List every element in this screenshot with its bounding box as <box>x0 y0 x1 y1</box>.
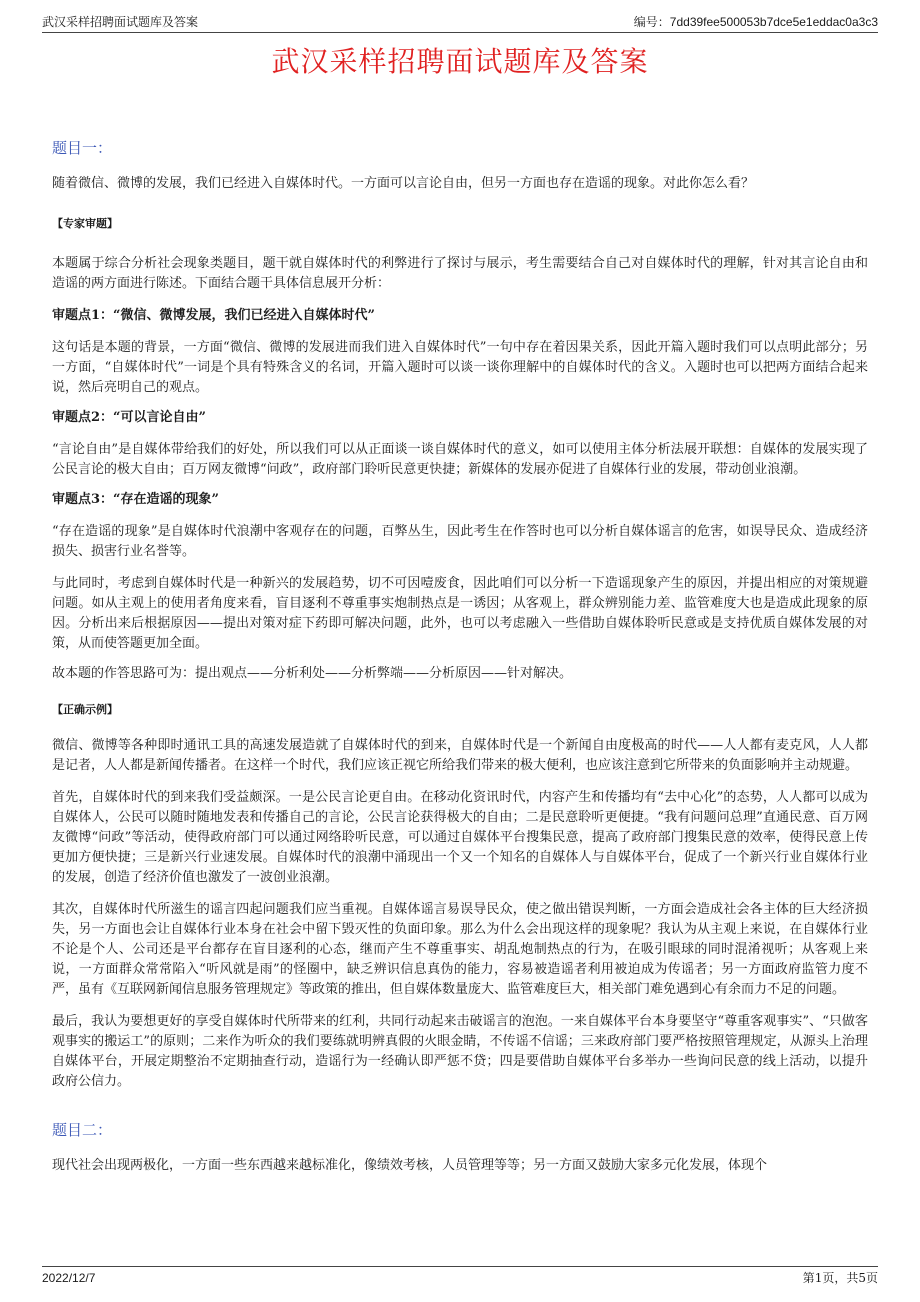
page-header <box>42 14 878 33</box>
example-paragraph-1: 微信、微博等各种即时通讯工具的高速发展造就了自媒体时代的到来，自媒体时代是一个新闻自由度极高的时代——人人都有麦克风，人人都是记者，人人都是新闻传播者。在这样一个时代，我们应该正视它所给我们带来的极大便利，也应该注意到它所带来的负面影响并主动规避。 <box>52 738 868 773</box>
example-paragraph-3: 其次，自媒体时代所滋生的谣言四起问题我们应当重视。自媒体谣言易误导民众，使之做出错误判断，一方面会造成社会各主体的巨大经济损失，另一方面也会让自媒体行业本身在社会中留下毁灭性的负面印象。那么为什么会出现这样的现象呢？我认为从主观上来说，在自媒体行业不论是个人、公司还是平台都存在盲目逐利的心态，继而产生不尊重事实、胡乱炮制热点的行为，在吸引眼球的同时混淆视听；从客观上来说，一方面群众常常陷入“听风就是雨”的怪圈中，缺乏辨识信息真伪的能力，容易被造谣者利用被迫成为传谣者；另一方面政府监管力度不严，虽有《互联网新闻信息服务管理规定》等政策的推出，但自媒体数量庞大、监管难度巨大，相关部门难免遇到心有余而力不足的问题。 <box>52 902 868 997</box>
page-mid: 页，共 <box>822 1271 859 1285</box>
page-footer <box>42 1266 878 1285</box>
example-paragraph-4: 最后，我认为要想更好的享受自媒体时代所带来的红利，共同行动起来击破谣言的泡泡。一来自媒体平台本身要坚守“尊重客观事实”、“只做客观事实的搬运工”的原则；二来作为听众的我们要练就明辨真假的火眼金睛，不传谣不信谣；三来政府部门要严格按照管理规定，从源头上治理自媒体平台，开展定期整治不定期抽查行动，造谣行为一经确认即严惩不贷；四是要借助自媒体平台多举办一些询问民意的线上活动，以提升政府公信力。 <box>52 1014 868 1089</box>
document-body <box>52 138 868 1176</box>
review-point-2-text: “言论自由”是自媒体带给我们的好处，所以我们可以从正面谈一谈自媒体时代的意义，如可以使用主体分析法展开联想：自媒体的发展实现了公民言论的极大自由；百万网友微博“问政”，政府部门聆听民意更快捷；新媒体的发展亦促进了自媒体行业的发展，带动创业浪潮。 <box>52 442 868 477</box>
doc-id-label: 编号： <box>633 15 670 29</box>
doc-id-value: 7dd39fee500053b7dce5e1eddac0a3c3 <box>669 15 878 29</box>
analysis-paragraph: 与此同时，考虑到自媒体时代是一种新兴的发展趋势，切不可因噎废食，因此咱们可以分析一下造谣现象产生的原因，并提出相应的对策规避问题。如从主观上的使用者角度来看，盲目逐利不尊重事实炮制热点是一诱因；从客观上，群众辨别能力差、监管难度大也是造成此现象的原因。分析出来后根据原因——提出对策对症下药即可解决问题，此外，也可以考虑融入一些借助自媒体聆听民意或是支持优质自媒体发展的对策，从而使答题更加全面。 <box>52 576 868 651</box>
question-2-text: 现代社会出现两极化，一方面一些东西越来越标准化，像绩效考核，人员管理等等；另一方面又鼓励大家多元化发展，体现个 <box>52 1158 768 1173</box>
page-title: 武汉采样招聘面试题库及答案 <box>271 45 649 78</box>
correct-example-label: 【正确示例】 <box>52 703 118 716</box>
question-2-heading: 题目二： <box>52 1121 113 1139</box>
summary-paragraph: 故本题的作答思路可为：提出观点——分析利处——分析弊端——分析原因——针对解决。 <box>52 666 573 681</box>
page-suffix: 页 <box>865 1271 878 1285</box>
review-point-3-text: “存在造谣的现象”是自媒体时代浪潮中客观存在的问题，百弊丛生，因此考生在作答时也可以分析自媒体谣言的危害，如误导民众、造成经济损失、损害行业名誉等。 <box>52 524 868 559</box>
page-current: 1 <box>814 1271 823 1285</box>
header-doc-id <box>634 14 878 30</box>
example-paragraph-2: 首先，自媒体时代的到来我们受益颇深。一是公民言论更自由。在移动化资讯时代，内容产生和传播均有“去中心化”的态势，人人都可以成为自媒体人，公民可以随时随地发表和传播自己的言论，公民言论获得极大的自由；二是民意聆听更便捷。“我有问题问总理”直通民意、百万网友微博“问政”等活动，使得政府部门可以通过网络聆听民意，可以通过自媒体平台搜集民意，提高了政府部门搜集民意的效率，使得民意上传更加方便快捷；三是新兴行业速发展。自媒体时代的浪潮中涌现出一个又一个知名的自媒体人与自媒体平台，促成了一个新兴行业自媒体行业的发展，创造了经济价值也激发了一波创业浪潮。 <box>52 790 868 885</box>
question-1-text: 随着微信、微博的发展，我们已经进入自媒体时代。一方面可以言论自由，但另一方面也存在造谣的现象。对此你怎么看？ <box>52 176 755 191</box>
page-total: 5 <box>858 1271 866 1285</box>
expert-review-label: 【专家审题】 <box>52 217 118 230</box>
footer-date: 2022/12/7 <box>42 1271 96 1285</box>
intro-paragraph: 本题属于综合分析社会现象类题目，题干就自媒体时代的利弊进行了探讨与展示，考生需要结合自己对自媒体时代的理解，针对其言论自由和造谣的两方面进行陈述。下面结合题干具体信息展开分析： <box>52 256 868 291</box>
header-doc-title: 武汉采样招聘面试题库及答案 <box>42 15 199 29</box>
page-number <box>803 1269 878 1287</box>
review-point-3-title: 审题点3：“存在造谣的现象” <box>52 492 220 507</box>
review-point-1-title: 审题点1：“微信、微博发展，我们已经进入自媒体时代” <box>52 308 376 323</box>
question-1-heading: 题目一： <box>52 139 113 157</box>
page-prefix: 第 <box>802 1271 815 1285</box>
review-point-2-title: 审题点2：“可以言论自由” <box>52 410 207 425</box>
review-point-1-text: 这句话是本题的背景，一方面“微信、微博的发展进而我们进入自媒体时代”一句中存在着因果关系，因此开篇入题时我们可以点明此部分；另一方面，“自媒体时代”一词是个具有特殊含义的名词，开篇入题时可以谈一谈你理解中的自媒体时代的含义。入题时也可以把两方面结合起来说，然后亮明自己的观点。 <box>52 340 868 395</box>
